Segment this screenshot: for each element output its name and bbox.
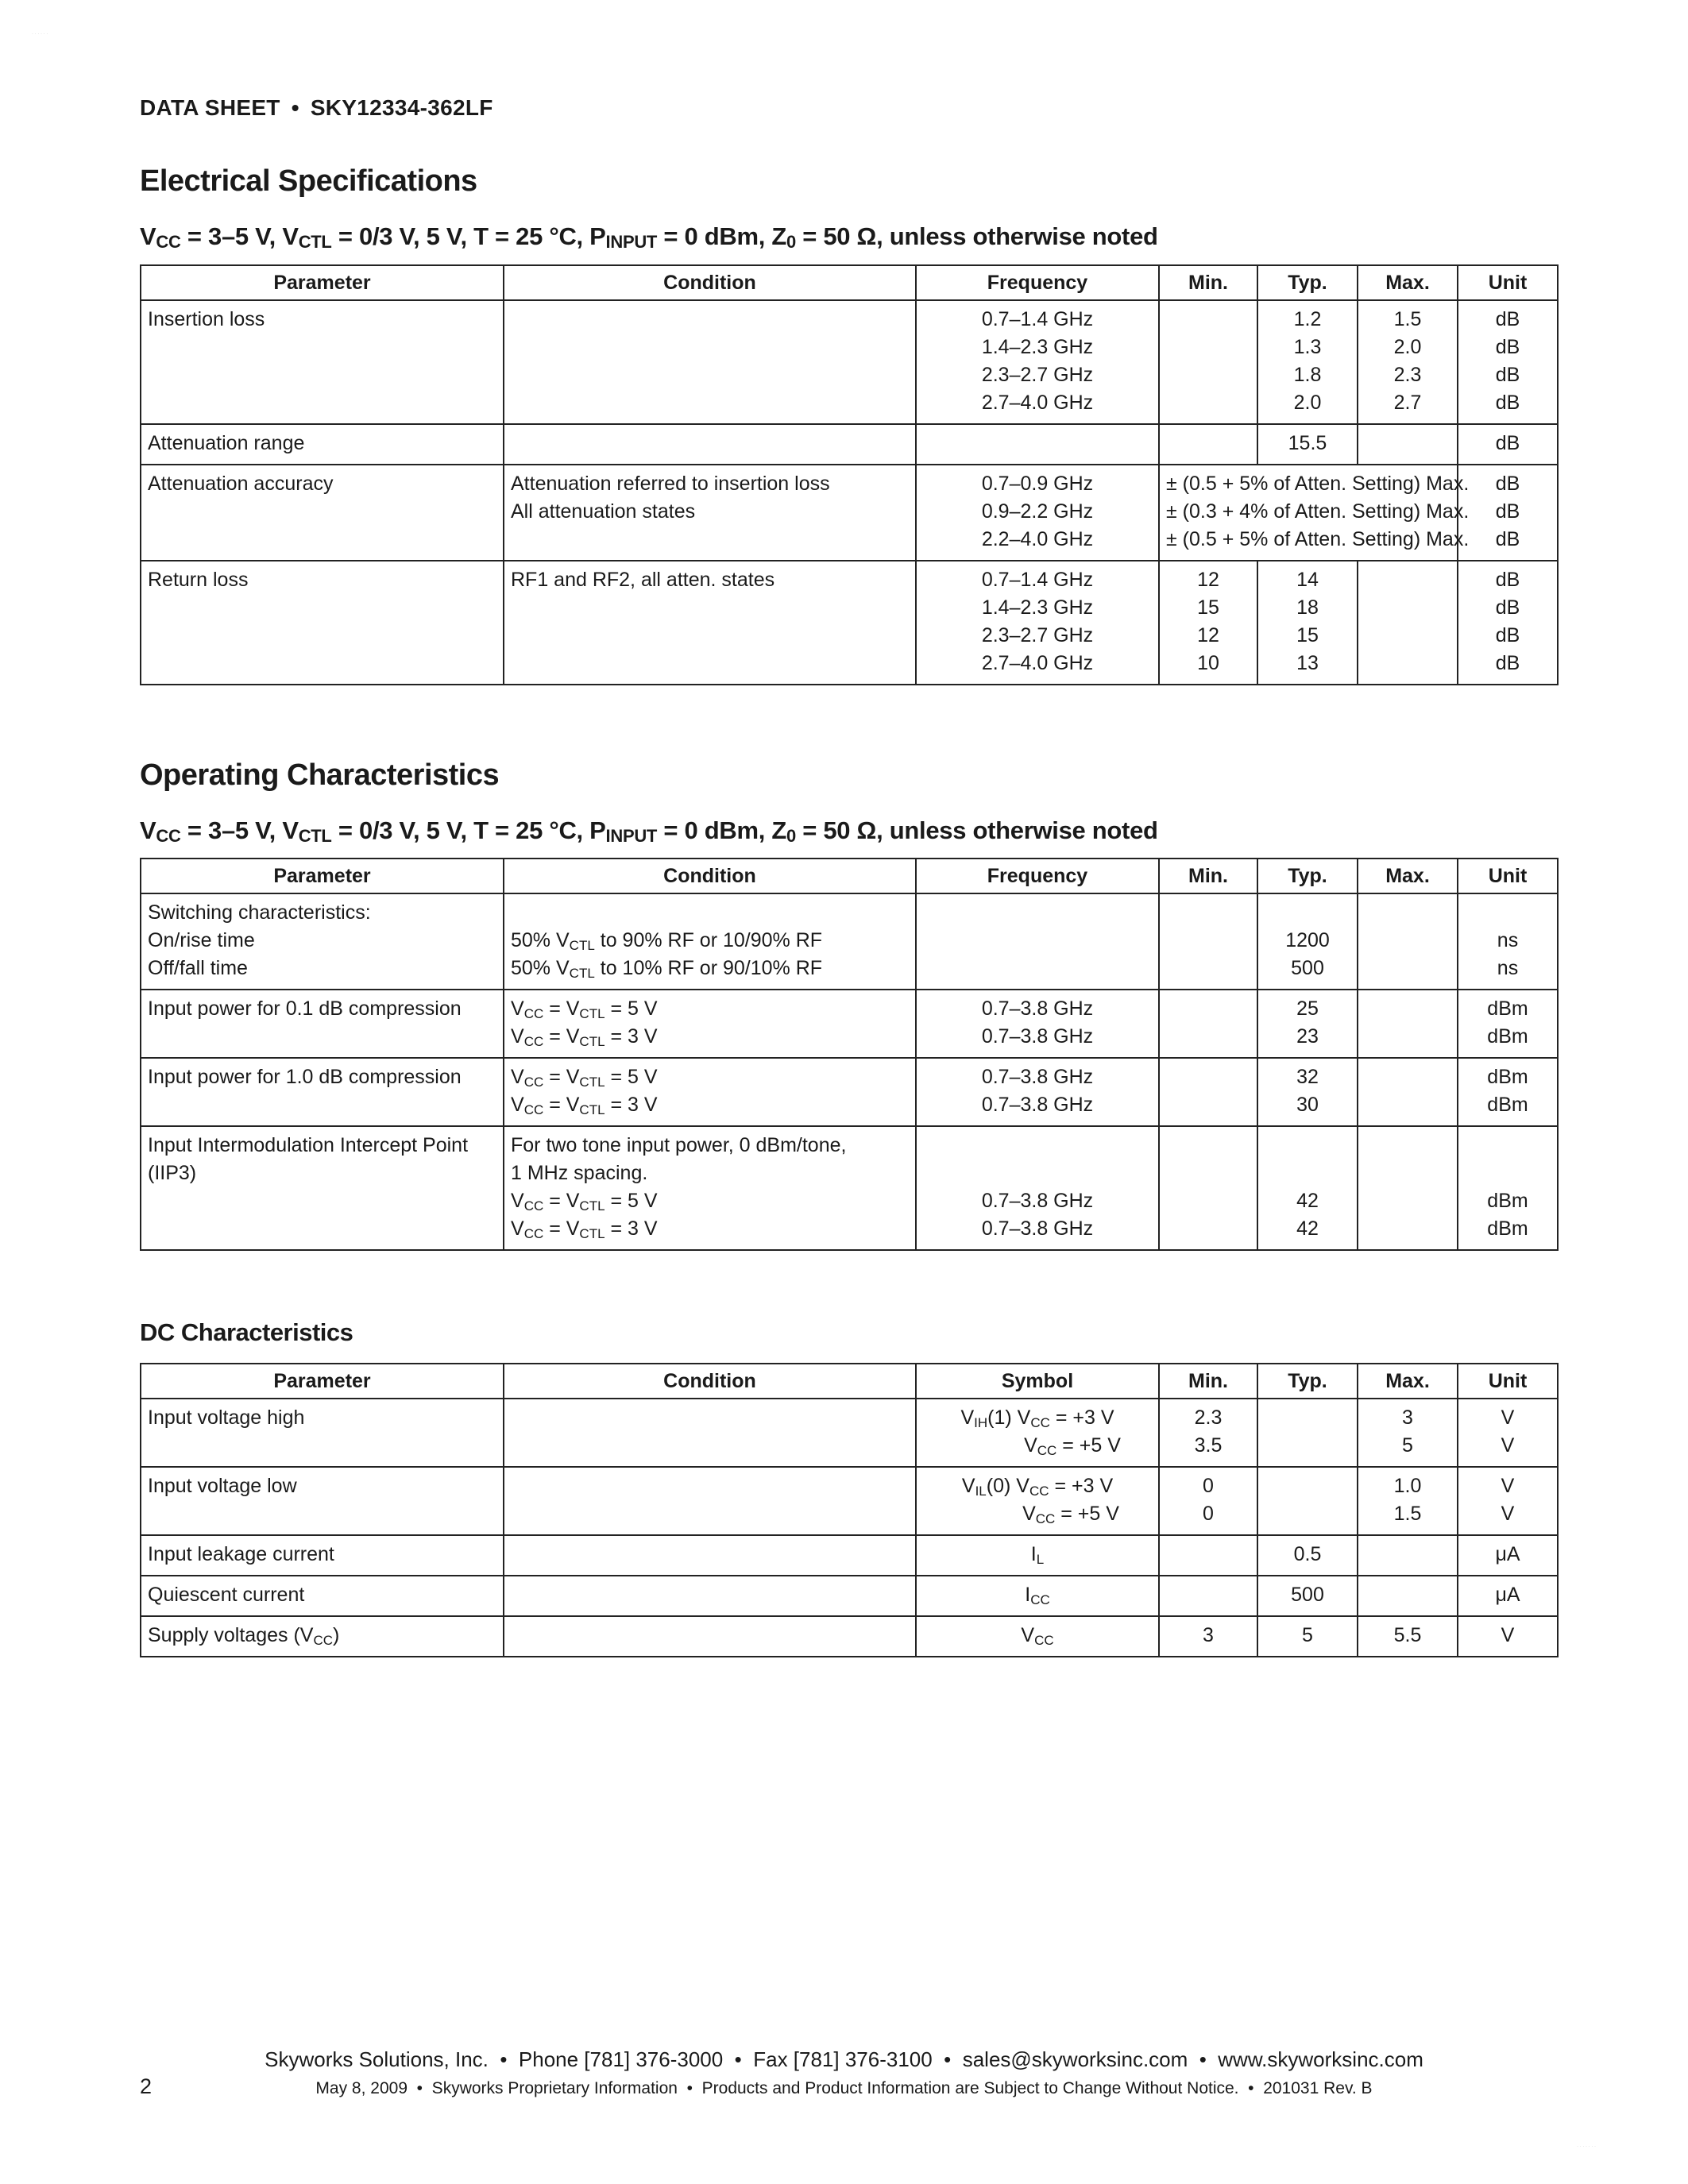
column-header: Parameter: [141, 1364, 504, 1399]
max-cell: [1358, 561, 1458, 685]
min-cell: [1159, 300, 1257, 424]
header-doc-type: DATA SHEET: [140, 95, 280, 120]
symbol-cell: $V_{IL}(0) V_{CC} = +3$ V $V_{CC} = +5$ V: [916, 1467, 1159, 1535]
typ-cell: [1257, 1399, 1358, 1467]
typ-cell: 500: [1257, 1576, 1358, 1616]
min-cell: 12 15 12 10: [1159, 561, 1257, 685]
table-header-row: [141, 265, 1558, 300]
symbol-cell: $I_{CC}$: [916, 1576, 1159, 1616]
param-cell: Switching characteristics: On/rise time Off/fall time: [141, 893, 504, 990]
param-cell: Return loss: [141, 561, 504, 685]
max-cell: 1.5 2.0 2.3 2.7: [1358, 300, 1458, 424]
table-row: [141, 424, 1558, 465]
table-row: [141, 1126, 1558, 1250]
column-header: Min.: [1159, 859, 1257, 893]
column-header: Frequency: [916, 265, 1159, 300]
unit-cell: dB dB dB dB: [1458, 561, 1558, 685]
table-row: [141, 990, 1558, 1058]
condition-cell: Attenuation referred to insertion loss All attenuation states: [504, 465, 916, 561]
max-cell: 1.0 1.5: [1358, 1467, 1458, 1535]
electrical-title: Electrical Specifications: [140, 164, 477, 198]
table-row: [141, 1535, 1558, 1576]
max-cell: [1358, 990, 1458, 1058]
scan-mark-bottom: · · · · · · ·: [1577, 2144, 1596, 2149]
operating-spec-table: [140, 858, 1559, 1251]
typ-cell: 25 23: [1257, 990, 1358, 1058]
min-cell: 0 0: [1159, 1467, 1257, 1535]
table-row: [141, 1399, 1558, 1467]
min-cell: [1159, 424, 1257, 465]
column-header: Frequency: [916, 859, 1159, 893]
frequency-cell: [916, 893, 1159, 990]
dc-spec-table: [140, 1363, 1559, 1657]
unit-cell: V V: [1458, 1399, 1558, 1467]
max-cell: [1358, 1576, 1458, 1616]
operating-conditions: $V_{CC} = 3-5$ V, $V_{CTL} = 0/3$ V, 5 V, T = 25 °C, $P_{INPUT} = 0$ dBm, $Z_0 = 50$ Ω, unless otherwise noted: [140, 816, 1158, 846]
operating-title: Operating Characteristics: [140, 758, 500, 792]
condition-cell: RF1 and RF2, all atten. states: [504, 561, 916, 685]
unit-cell: dBm dBm: [1458, 990, 1558, 1058]
condition-cell: 50% $V_{CTL}$ to 90% RF or 10/90% RF 50% $V_{CTL}$ to 10% RF or 90/10% RF: [504, 893, 916, 990]
max-cell: 5.5: [1358, 1616, 1458, 1657]
condition-cell: [504, 1399, 916, 1467]
param-cell: Attenuation accuracy: [141, 465, 504, 561]
param-cell: Input voltage low: [141, 1467, 504, 1535]
column-header: Unit: [1458, 859, 1558, 893]
unit-cell: V: [1458, 1616, 1558, 1657]
table-row: [141, 1467, 1558, 1535]
accuracy-spec-cell: ± (0.5 + 5% of Atten. Setting) Max. ± (0.3 + 4% of Atten. Setting) Max. ± (0.5 + 5% of Atten. Setting) Max.: [1159, 465, 1458, 561]
condition-cell: [504, 1576, 916, 1616]
column-header: Max.: [1358, 1364, 1458, 1399]
unit-cell: dB dB dB dB: [1458, 300, 1558, 424]
param-cell: Input Intermodulation Intercept Point (IIP3): [141, 1126, 504, 1250]
footer-legal: May 8, 2009 • Skyworks Proprietary Information • Products and Product Information are Subject to Change Without Notice. • 201031 Rev. B: [315, 2079, 1373, 2097]
typ-cell: 1.2 1.3 1.8 2.0: [1257, 300, 1358, 424]
condition-cell: [504, 424, 916, 465]
frequency-cell: 0.7–1.4 GHz 1.4–2.3 GHz 2.3–2.7 GHz 2.7–4.0 GHz: [916, 300, 1159, 424]
column-header: Max.: [1358, 859, 1458, 893]
typ-cell: 1200 500: [1257, 893, 1358, 990]
param-cell: Quiescent current: [141, 1576, 504, 1616]
min-cell: [1159, 1576, 1257, 1616]
frequency-cell: 0.7–3.8 GHz 0.7–3.8 GHz: [916, 1126, 1159, 1250]
max-cell: [1358, 1058, 1458, 1126]
min-cell: [1159, 990, 1257, 1058]
symbol-cell: $V_{IH}(1) V_{CC} = +3$ V $V_{CC} = +5$ V: [916, 1399, 1159, 1467]
page-number: 2: [140, 2074, 153, 2098]
scan-mark-top: · · · · · ·: [32, 32, 48, 37]
typ-cell: 32 30: [1257, 1058, 1358, 1126]
frequency-cell: 0.7–3.8 GHz 0.7–3.8 GHz: [916, 990, 1159, 1058]
unit-cell: μA: [1458, 1576, 1558, 1616]
condition-cell: [504, 1467, 916, 1535]
param-cell: Attenuation range: [141, 424, 504, 465]
dc-title: DC Characteristics: [140, 1318, 353, 1346]
footer-contact: Skyworks Solutions, Inc. • Phone [781] 376-3000 • Fax [781] 376-3100 • sales@skyworksinc.com • www.skyworksinc.com: [265, 2047, 1423, 2071]
table-row: [141, 1058, 1558, 1126]
table-header-row: [141, 859, 1558, 893]
condition-cell: [504, 1535, 916, 1576]
symbol-cell: $I_L$: [916, 1535, 1159, 1576]
typ-cell: 42 42: [1257, 1126, 1358, 1250]
header-bullet: •: [291, 95, 299, 120]
condition-cell: $V_{CC} = V_{CTL} = 5$ V $V_{CC} = V_{CTL} = 3$ V: [504, 990, 916, 1058]
min-cell: [1159, 1535, 1257, 1576]
min-cell: [1159, 1126, 1257, 1250]
unit-cell: dBm dBm: [1458, 1058, 1558, 1126]
electrical-conditions: $V_{CC} = 3-5$ V, $V_{CTL} = 0/3$ V, 5 V, T = 25 °C, $P_{INPUT} = 0$ dBm, $Z_0 = 50$ Ω, unless otherwise noted: [140, 222, 1158, 252]
column-header: Condition: [504, 265, 916, 300]
condition-cell: [504, 300, 916, 424]
column-header: Parameter: [141, 859, 504, 893]
table-row: [141, 893, 1558, 990]
table-row: [141, 1576, 1558, 1616]
column-header: Condition: [504, 859, 916, 893]
column-header: Unit: [1458, 1364, 1558, 1399]
condition-cell: For two tone input power, 0 dBm/tone, 1 MHz spacing. $V_{CC} = V_{CTL} = 5$ V $V_{CC} = V_{CTL} = 3$ V: [504, 1126, 916, 1250]
column-header: Symbol: [916, 1364, 1159, 1399]
unit-cell: dB: [1458, 424, 1558, 465]
column-header: Condition: [504, 1364, 916, 1399]
condition-cell: [504, 1616, 916, 1657]
table-header-row: [141, 1364, 1558, 1399]
max-cell: [1358, 893, 1458, 990]
max-cell: [1358, 424, 1458, 465]
table-row: [141, 1616, 1558, 1657]
table-row: [141, 300, 1558, 424]
column-header: Min.: [1159, 265, 1257, 300]
electrical-spec-table: [140, 264, 1559, 685]
param-cell: Supply voltages $(V_{CC})$: [141, 1616, 504, 1657]
frequency-cell: 0.7–1.4 GHz 1.4–2.3 GHz 2.3–2.7 GHz 2.7–4.0 GHz: [916, 561, 1159, 685]
min-cell: 3: [1159, 1616, 1257, 1657]
param-cell: Input voltage high: [141, 1399, 504, 1467]
min-cell: [1159, 1058, 1257, 1126]
min-cell: 2.3 3.5: [1159, 1399, 1257, 1467]
column-header: Typ.: [1257, 265, 1358, 300]
max-cell: [1358, 1535, 1458, 1576]
typ-cell: 15.5: [1257, 424, 1358, 465]
table-row: [141, 465, 1558, 561]
column-header: Max.: [1358, 265, 1458, 300]
max-cell: 3 5: [1358, 1399, 1458, 1467]
unit-cell: dB dB dB: [1458, 465, 1558, 561]
symbol-cell: $V_{CC}$: [916, 1616, 1159, 1657]
param-cell: Input power for 0.1 dB compression: [141, 990, 504, 1058]
column-header: Min.: [1159, 1364, 1257, 1399]
typ-cell: 5: [1257, 1616, 1358, 1657]
column-header: Typ.: [1257, 1364, 1358, 1399]
frequency-cell: 0.7–0.9 GHz 0.9–2.2 GHz 2.2–4.0 GHz: [916, 465, 1159, 561]
unit-cell: V V: [1458, 1467, 1558, 1535]
unit-cell: μA: [1458, 1535, 1558, 1576]
typ-cell: 0.5: [1257, 1535, 1358, 1576]
document-header: [140, 95, 493, 121]
column-header: Typ.: [1257, 859, 1358, 893]
param-cell: Input leakage current: [141, 1535, 504, 1576]
param-cell: Input power for 1.0 dB compression: [141, 1058, 504, 1126]
header-part-number: SKY12334-362LF: [310, 95, 493, 120]
table-row: [141, 561, 1558, 685]
unit-cell: dBm dBm: [1458, 1126, 1558, 1250]
column-header: Parameter: [141, 265, 504, 300]
condition-cell: $V_{CC} = V_{CTL} = 5$ V $V_{CC} = V_{CTL} = 3$ V: [504, 1058, 916, 1126]
frequency-cell: [916, 424, 1159, 465]
frequency-cell: 0.7–3.8 GHz 0.7–3.8 GHz: [916, 1058, 1159, 1126]
typ-cell: 14 18 15 13: [1257, 561, 1358, 685]
param-cell: Insertion loss: [141, 300, 504, 424]
column-header: Unit: [1458, 265, 1558, 300]
min-cell: [1159, 893, 1257, 990]
max-cell: [1358, 1126, 1458, 1250]
unit-cell: ns ns: [1458, 893, 1558, 990]
typ-cell: [1257, 1467, 1358, 1535]
